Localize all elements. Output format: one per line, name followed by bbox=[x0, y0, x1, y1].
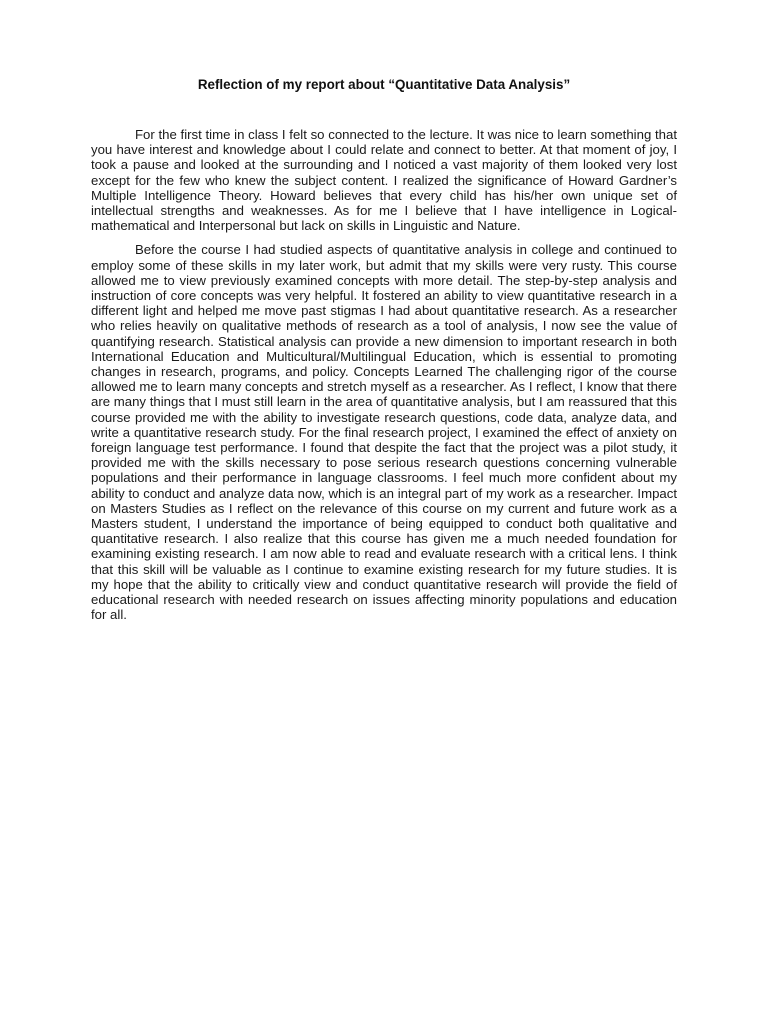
document-title: Reflection of my report about “Quantitative Data Analysis” bbox=[197, 77, 571, 92]
paragraph-1: For the first time in class I felt so connected to the lecture. It was nice to learn something that you have interest and knowledge about I could relate and connect to better. At that moment of joy, I took a pause and looked at the surrounding and I noticed a vast majority of them looked very lost except for the few who knew the subject content. I realized the significance of Howard Gardner’s Multiple Intelligence Theory. Howard believes that every child has his/her own unique set of intellectual strengths and weaknesses. As for me I believe that I have intelligence in Logical-mathematical and Interpersonal but lack on skills in Linguistic and Nature. bbox=[91, 127, 677, 234]
document-body bbox=[91, 127, 677, 632]
paragraph-2: Before the course I had studied aspects of quantitative analysis in college and continued to employ some of these skills in my later work, but admit that my skills were very rusty. This course allowed me to view previously examined concepts with more detail. The step-by-step analysis and instruction of core concepts was very helpful. It fostered an ability to view quantitative research in a different light and helped me move past stigmas I had about quantitative research. As a researcher who relies heavily on qualitative methods of research as a tool of analysis, I now see the value of quantifying research. Statistical analysis can provide a new dimension to important research in both International Education and Multicultural/Multilingual Education, which is essential to promoting changes in research, programs, and policy. Concepts Learned The challenging rigor of the course allowed me to learn many concepts and stretch myself as a researcher. As I reflect, I know that there are many things that I must still learn in the area of quantitative analysis, but I am reassured that this course provided me with the ability to investigate research questions, code data, analyze data, and write a quantitative research study. For the final research project, I examined the effect of anxiety on foreign language test performance. I found that despite the fact that the project was a pilot study, it provided me with the skills necessary to pose serious research questions concerning vulnerable populations and their performance in language classrooms. I feel much more confident about my ability to conduct and analyze data now, which is an integral part of my work as a researcher. Impact on Masters Studies as I reflect on the relevance of this course on my current and future work as a Masters student, I understand the importance of being equipped to conduct both qualitative and quantitative research. I also realize that this course has given me a much needed foundation for examining existing research. I am now able to read and evaluate research with a critical lens. I think that this skill will be valuable as I continue to examine existing research for my future studies. It is my hope that the ability to critically view and conduct quantitative research will provide the field of educational research with needed research on issues affecting minority populations and education for all. bbox=[91, 242, 677, 623]
